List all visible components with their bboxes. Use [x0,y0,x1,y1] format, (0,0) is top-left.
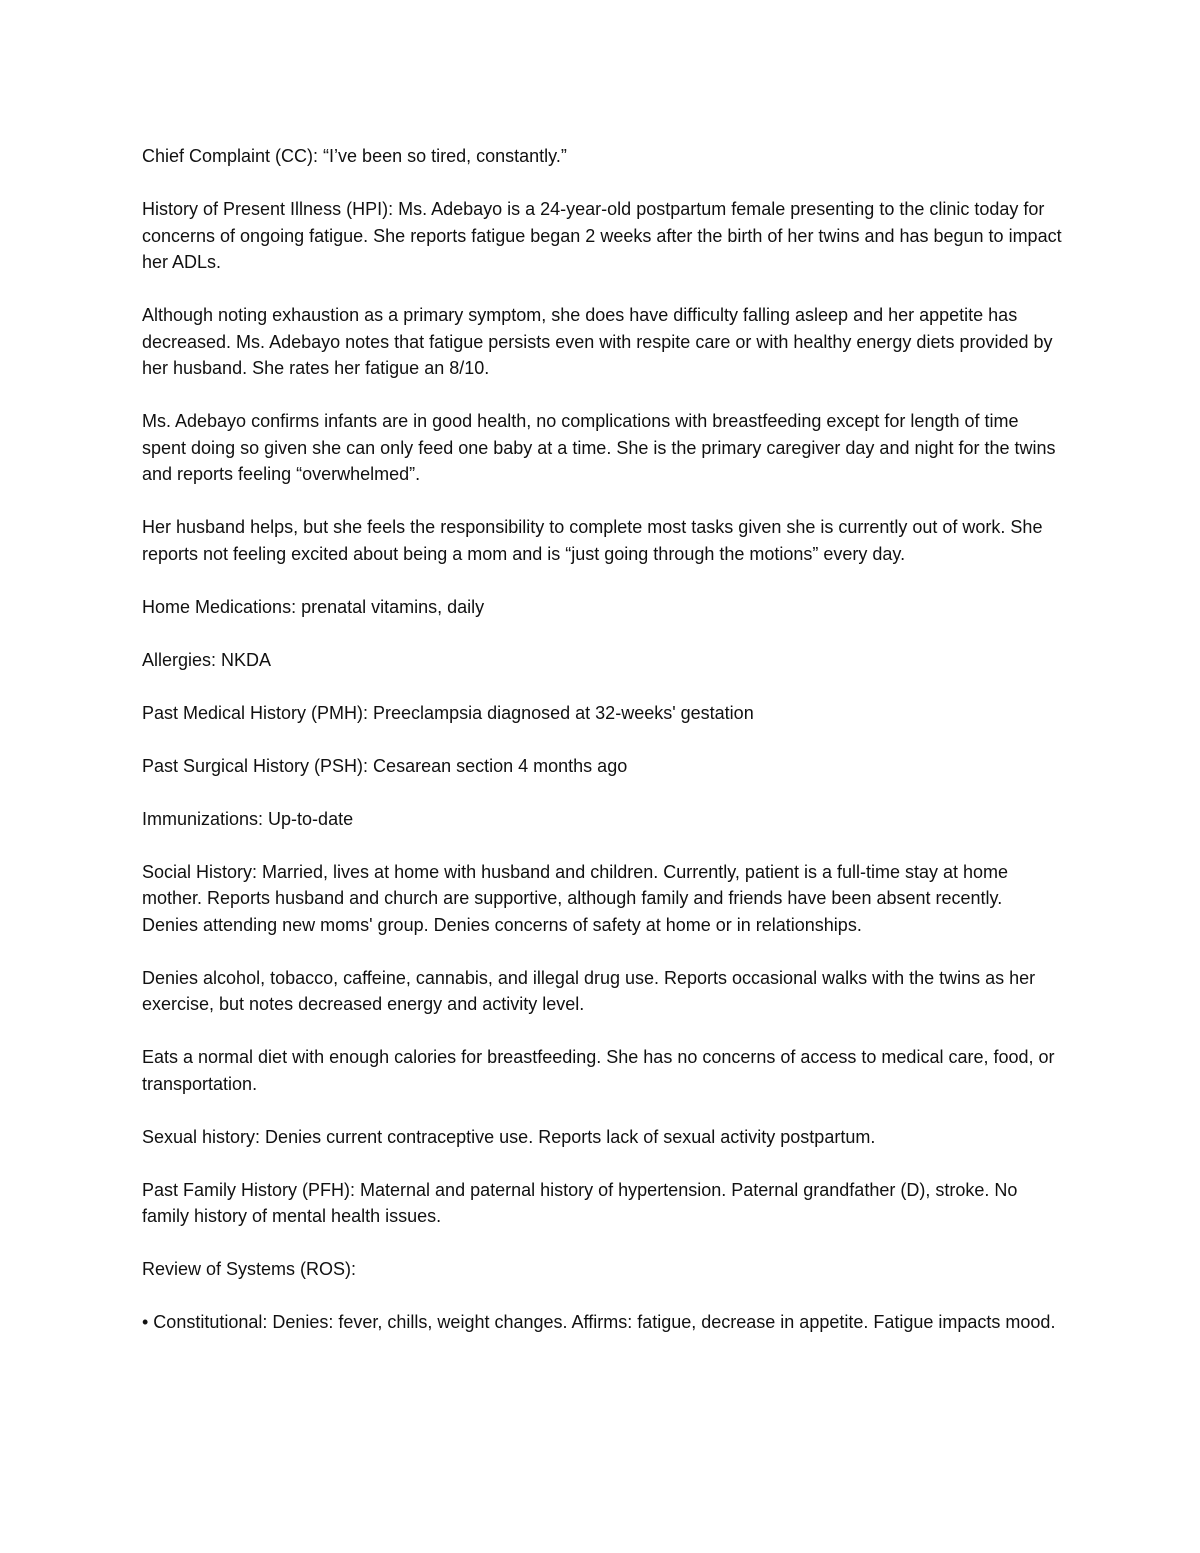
review-of-systems-heading: Review of Systems (ROS): [142,1259,357,1279]
ros-constitutional: • Constitutional: Denies: fever, chills, weight changes. Affirms: fatigue, decrease in appetite. Fatigue impacts mood. [142,1312,1056,1332]
immunizations: Immunizations: Up-to-date [142,808,354,829]
social-history: Social History: Married, lives at home with husband and children. Currently, patient is a full-time stay at home mother. Reports husband and church are supportive, although family and friends have been absent recently. Denies attending new moms' group. Denies concerns of safety at home or in relationships. [142,861,1009,935]
history-of-present-illness: History of Present Illness (HPI): Ms. Adebayo is a 24-year-old postpartum female presenting to the clinic today for concerns of ongoing fatigue. She reports fatigue began 2 weeks after the birth of her twins and has begun to impact her ADLs. [142,199,1062,272]
past-medical-history: Past Medical History (PMH): Preeclampsia diagnosed at 32-weeks' gestation [142,702,754,723]
past-surgical-history: Past Surgical History (PSH): Cesarean section 4 months ago [142,755,628,776]
past-family-history: Past Family History (PFH): Maternal and paternal history of hypertension. Paternal grandfather (D), stroke. No family history of mental health issues. [142,1179,1018,1226]
diet: Eats a normal diet with enough calories for breastfeeding. She has no concerns of access to medical care, food, or transportation. [142,1047,1055,1094]
document-body [142,143,1062,1336]
home-medications: Home Medications: prenatal vitamins, daily [142,596,485,617]
substance-use: Denies alcohol, tobacco, caffeine, cannabis, and illegal drug use. Reports occasional walks with the twins as her exercise, but notes decreased energy and activity level. [142,967,1036,1014]
hpi-symptoms: Although noting exhaustion as a primary symptom, she does have difficulty falling asleep and her appetite has decreased. Ms. Adebayo notes that fatigue persists even with respite care or with healthy energy diets provided by her husband. She rates her fatigue an 8/10. [142,305,1053,378]
sexual-history: Sexual history: Denies current contraceptive use. Reports lack of sexual activity postpartum. [142,1126,876,1147]
hpi-infants: Ms. Adebayo confirms infants are in good health, no complications with breastfeeding except for length of time spent doing so given she can only feed one baby at a time. She is the primary caregiver day and night for the twins and reports feeling “overwhelmed”. [142,411,1056,484]
chief-complaint: Chief Complaint (CC): “I’ve been so tired, constantly.” [142,146,567,166]
hpi-husband: Her husband helps, but she feels the responsibility to complete most tasks given she is currently out of work. She reports not feeling excited about being a mom and is “just going through the motions” every day. [142,517,1043,564]
allergies: Allergies: NKDA [142,649,272,670]
